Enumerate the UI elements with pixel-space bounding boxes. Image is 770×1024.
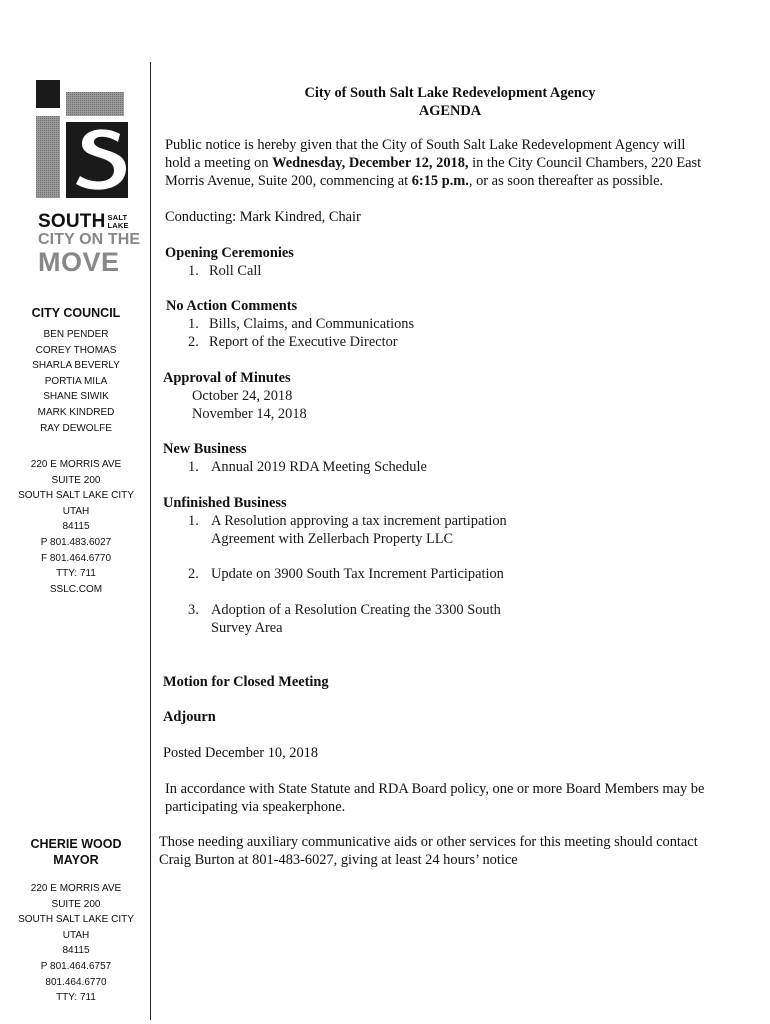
council-address-line: SSLC.COM <box>49 583 103 595</box>
mayor-address-line: SOUTH SALT LAKE CITY <box>18 914 134 926</box>
mayor-address-line: P 801.464.6757 <box>40 960 112 972</box>
notice-line-3: Morris Avenue, Suite 200, commencing at 6:15 p.m., or as soon thereafter as possible. <box>165 173 664 189</box>
wordmark-south: SOUTH <box>38 211 106 232</box>
wordmark-lake: LAKE <box>107 220 129 230</box>
council-address-line: 84115 <box>62 521 90 533</box>
agency-title: City of South Salt Lake Redevelopment Agency <box>304 85 596 101</box>
notice-line-2: hold a meeting on Wednesday, December 12, 2018, in the City Council Chambers, 220 East <box>165 155 702 171</box>
accessibility-notice <box>159 833 759 869</box>
mayor-title: MAYOR <box>53 853 99 867</box>
mayor-address-line: UTAH <box>62 929 90 941</box>
agenda-header <box>165 84 735 120</box>
section-heading-minutes: Approval of Minutes <box>163 370 291 386</box>
council-member-name: PORTIA MILA <box>44 375 108 387</box>
minutes-date: October 24, 2018 <box>192 388 293 404</box>
wordmark-move: MOVE <box>38 247 120 277</box>
posted-date: Posted December 10, 2018 <box>163 745 319 761</box>
wordmark-south-salt-lake <box>38 212 148 231</box>
council-member-list <box>0 327 152 436</box>
council-address-line: TTY: 711 <box>56 568 96 580</box>
minutes-date: November 14, 2018 <box>192 406 307 422</box>
mayor-address-line: SUITE 200 <box>51 898 101 910</box>
adjourn-heading: Adjourn <box>163 709 216 725</box>
unfinished-item-num: 3. <box>188 602 199 618</box>
statute-notice <box>165 780 755 816</box>
council-member-name: RAY DEWOLFE <box>40 422 112 434</box>
council-address-line: UTAH <box>62 505 90 517</box>
council-member-name: SHARLA BEVERLY <box>32 360 120 372</box>
unfinished-item-text: Agreement with Zellerbach Property LLC <box>211 531 454 547</box>
city-wordmark <box>38 212 148 275</box>
statute-line-1: In accordance with State Statute and RDA Board policy, one or more Board Members may be <box>165 781 705 797</box>
conducting-line: Conducting: Mark Kindred, Chair <box>165 209 361 225</box>
city-council-block <box>0 305 152 436</box>
mayor-address-line: 801.464.6770 <box>45 976 107 988</box>
south-salt-lake-logo <box>36 80 132 198</box>
city-council-heading: CITY COUNCIL <box>31 306 121 320</box>
council-address-line: F 801.464.6770 <box>40 552 112 564</box>
council-address-line: SOUTH SALT LAKE CITY <box>18 490 134 502</box>
closed-meeting-heading: Motion for Closed Meeting <box>163 674 329 690</box>
mayor-block <box>0 836 152 868</box>
council-address-block <box>0 457 152 597</box>
no-action-item-text: Report of the Executive Director <box>209 334 398 350</box>
council-member-name: SHANE SIWIK <box>43 391 109 403</box>
wordmark-salt: SALT <box>107 213 128 222</box>
unfinished-item-text: Update on 3900 South Tax Increment Participation <box>211 566 504 582</box>
no-action-item-num: 2. <box>188 334 199 350</box>
council-member-name: BEN PENDER <box>43 329 109 340</box>
unfinished-item-num: 1. <box>188 513 199 529</box>
council-address-line: SUITE 200 <box>51 474 101 486</box>
meeting-date: Wednesday, December 12, 2018, <box>272 155 469 171</box>
council-address-line: 220 E MORRIS AVE <box>30 459 122 470</box>
unfinished-item-num: 2. <box>188 566 199 582</box>
notice-line-1: Public notice is hereby given that the City of South Salt Lake Redevelopment Agency will <box>165 137 686 153</box>
council-member-name: MARK KINDRED <box>37 406 115 418</box>
wordmark-salt-lake <box>108 214 129 229</box>
aids-line-1: Those needing auxiliary communicative aids or other services for this meeting should contact <box>159 834 698 850</box>
statute-line-2: participating via speakerphone. <box>165 799 346 815</box>
section-heading-new-business: New Business <box>163 441 247 457</box>
section-heading-unfinished: Unfinished Business <box>163 495 287 511</box>
unfinished-item-text: A Resolution approving a tax increment partipation <box>211 513 507 529</box>
section-heading-opening: Opening Ceremonies <box>165 245 294 261</box>
section-heading-no-action: No Action Comments <box>166 298 298 314</box>
mayor-address-block <box>0 881 152 1006</box>
public-notice <box>165 136 755 190</box>
mayor-address-line: 220 E MORRIS AVE <box>30 883 122 894</box>
unfinished-item-text: Adoption of a Resolution Creating the 3300 South <box>211 602 501 618</box>
unfinished-item-text: Survey Area <box>211 620 283 636</box>
opening-item-num: 1. <box>188 263 199 279</box>
agenda-title: AGENDA <box>418 103 482 119</box>
mayor-name: CHERIE WOOD <box>30 837 122 851</box>
aids-line-2: Craig Burton at 801-483-6027, giving at least 24 hours’ notice <box>159 852 518 868</box>
mayor-address-line: 84115 <box>62 945 90 957</box>
mayor-address-list <box>0 881 152 1006</box>
council-address-list <box>0 457 152 597</box>
council-address-line: P 801.483.6027 <box>40 536 112 548</box>
opening-item-text: Roll Call <box>209 263 262 279</box>
wordmark-city-on-the: CITY ON THE <box>38 231 141 248</box>
new-business-item-num: 1. <box>188 459 199 475</box>
no-action-item-num: 1. <box>188 316 199 332</box>
column-divider <box>150 62 151 1020</box>
new-business-item-text: Annual 2019 RDA Meeting Schedule <box>211 459 427 475</box>
meeting-time: 6:15 p.m. <box>411 173 469 189</box>
council-member-name: COREY THOMAS <box>35 344 117 356</box>
mayor-address-line: TTY: 711 <box>56 992 96 1004</box>
no-action-item-text: Bills, Claims, and Communications <box>209 316 415 332</box>
